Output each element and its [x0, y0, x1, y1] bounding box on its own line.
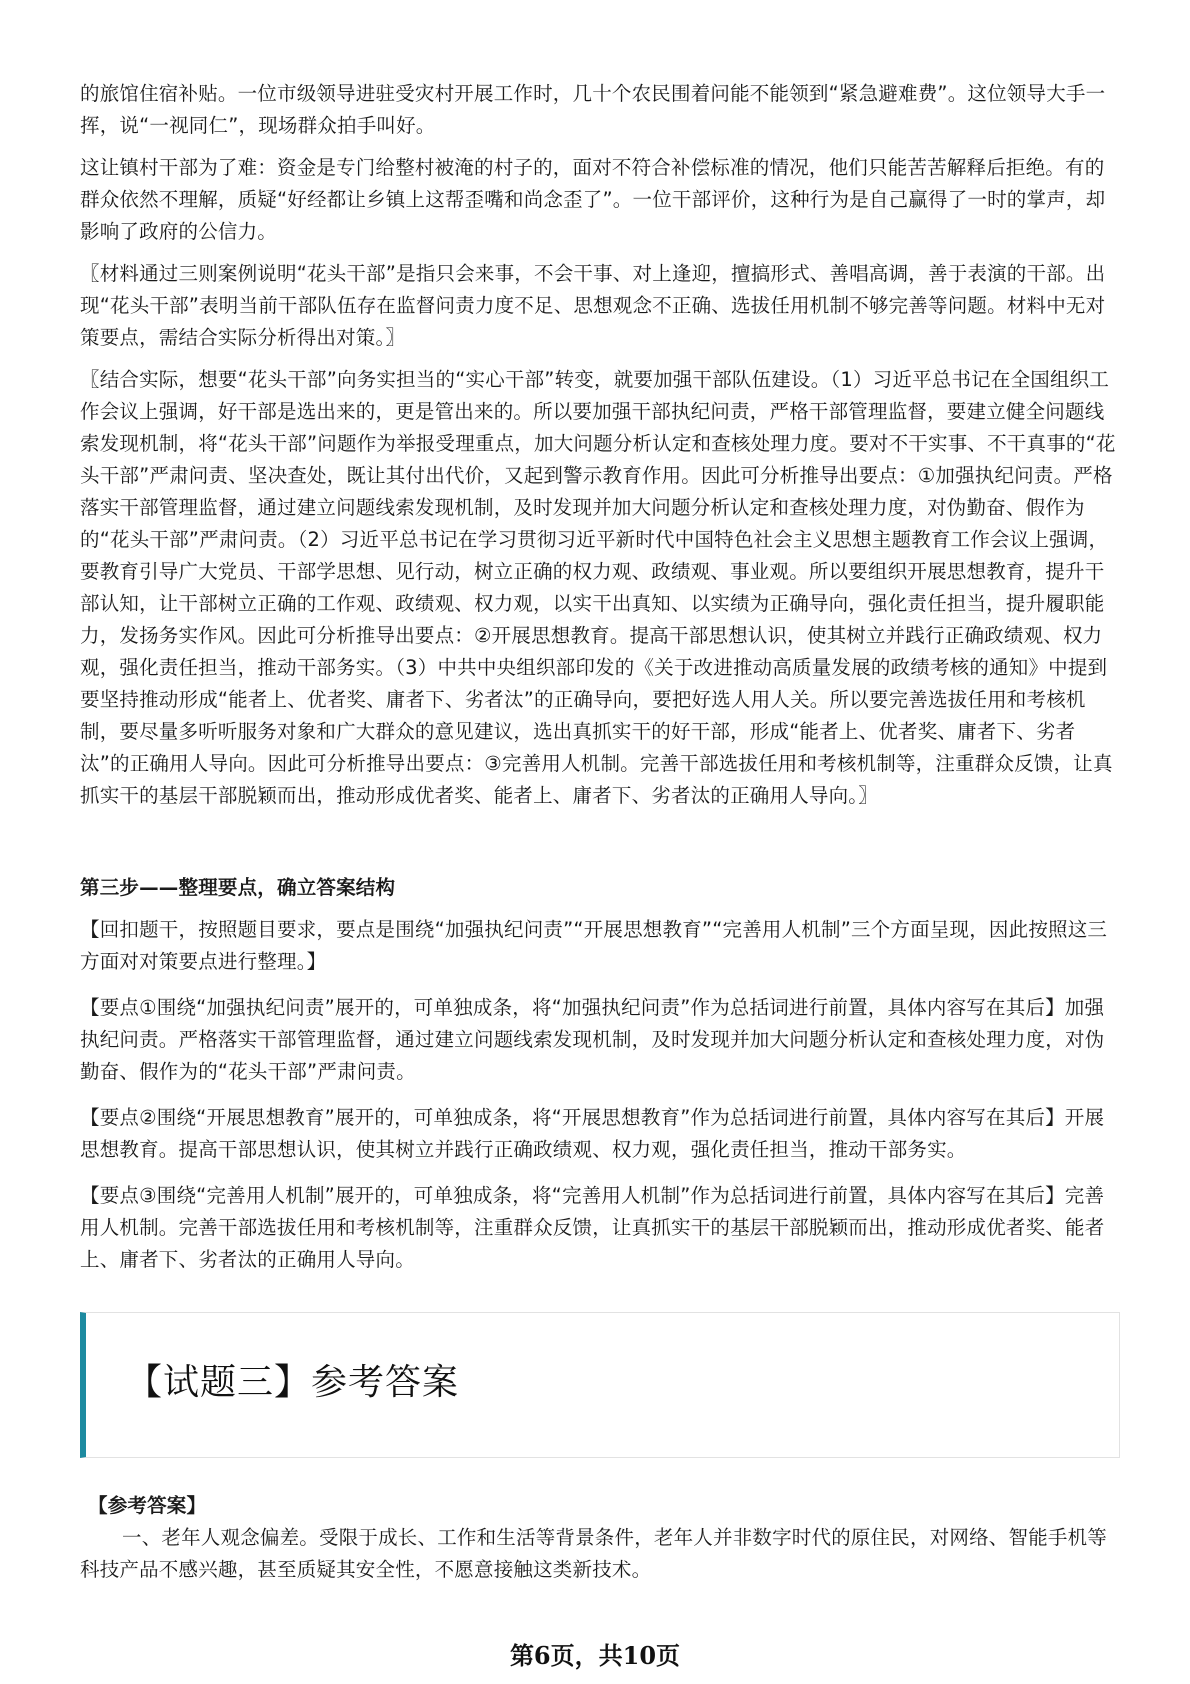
- analysis-paragraph: 〖结合实际，想要“花头干部”向务实担当的“实心干部”转变，就要加强干部队伍建设。（1）习近平总书记在全国组织工作会议上强调，好干部是选出来的，更是管出来的。所以要加强干部执纪问责，严格干部管理监督，要建立健全问题线索发现机制，将“花头干部”问题作为举报受理重点，加大问题分析认定和查核处理力度。要对不干实事、不干真事的“花头干部”严肃问责、坚决查处，既让其付出代价，又起到警示教育作用。因此可分析推导出要点：①加强执纪问责。严格落实干部管理监督，通过建立问题线索发现机制，及时发现并加大问题分析认定和查核处理力度，对伪勤奋、假作为的“花头干部”严肃问责。（2）习近平总书记在学习贯彻习近平新时代中国特色社会主义思想主题教育工作会议上强调，要教育引导广大党员、干部学思想、见行动，树立正确的权力观、政绩观、事业观。所以要组织开展思想教育，提升干部认知，让干部树立正确的工作观、政绩观、权力观，以实干出真知、以实绩为正确导向，强化责任担当，提升履职能力，发扬务实作风。因此可分析推导出要点：②开展思想教育。提高干部思想认识，使其树立并践行正确政绩观、权力观，强化责任担当，推动干部务实。（3）中共中央组织部印发的《关于改进推动高质量发展的政绩考核的通知》中提到要坚持推动形成“能者上、优者奖、庸者下、劣者汰”的正确导向，要把好选人用人关。所以要完善选拔任用和考核机制，要尽量多听听服务对象和广大群众的意见建议，选出真抓实干的好干部，形成“能者上、优者奖、庸者下、劣者汰”的正确用人导向。因此可分析推导出要点：③完善用人机制。完善干部选拔任用和考核机制等，注重群众反馈，让真抓实干的基层干部脱颖而出，推动形成优者奖、能者上、庸者下、劣者汰的正确用人导向。〗: [80, 368, 1116, 807]
- step-title: 第三步——整理要点，确立答案结构: [80, 876, 396, 899]
- key-point-paragraph: 【要点①围绕“加强执纪问责”展开的，可单独成条，将“加强执纪问责”作为总括词进行前置，具体内容写在其后】加强执纪问责。严格落实干部管理监督，通过建立问题线索发现机制，及时发现并加大问题分析认定和查核处理力度，对伪勤奋、假作为的“花头干部”严肃问责。: [80, 996, 1105, 1083]
- step-paragraph: 【回扣题干，按照题目要求，要点是围绕“加强执纪问责”“开展思想教育”“完善用人机制”三个方面呈现，因此按照这三方面对对策要点进行整理。】: [80, 918, 1108, 973]
- reference-answer-section: [80, 1490, 1120, 1586]
- paragraph: 这让镇村干部为了难：资金是专门给整村被淹的村子的，面对不符合补偿标准的情况，他们只能苦苦解释后拒绝。有的群众依然不理解，质疑“好经都让乡镇上这帮歪嘴和尚念歪了”。一位干部评价，这种行为是自己赢得了一时的掌声，却影响了政府的公信力。: [80, 156, 1106, 243]
- answer-heading: 【试题三】参考答案: [126, 1362, 460, 1403]
- reference-text: 一、老年人观念偏差。受限于成长、工作和生活等背景条件，老年人并非数字时代的原住民，对网络、智能手机等科技产品不感兴趣，甚至质疑其安全性，不愿意接触这类新技术。: [80, 1526, 1108, 1581]
- key-point-paragraph: 【要点②围绕“开展思想教育”展开的，可单独成条，将“开展思想教育”作为总括词进行前置，具体内容写在其后】开展思想教育。提高干部思想认识，使其树立并践行正确政绩观、权力观，强化责任担当，推动干部务实。: [80, 1106, 1105, 1161]
- key-point-paragraph: 【要点③围绕“完善用人机制”展开的，可单独成条，将“完善用人机制”作为总括词进行前置，具体内容写在其后】完善用人机制。完善干部选拔任用和考核机制等，注重群众反馈，让真抓实干的基层干部脱颖而出，推动形成优者奖、能者上、庸者下、劣者汰的正确用人导向。: [80, 1184, 1105, 1271]
- page-number: 第6页，共10页: [509, 1641, 681, 1670]
- document-body: [80, 78, 1120, 1276]
- analysis-paragraph: 〖材料通过三则案例说明“花头干部”是指只会来事，不会干事、对上逢迎，擅搞形式、善唱高调，善于表演的干部。出现“花头干部”表明当前干部队伍存在监督问责力度不足、思想观念不正确、选拔任用机制不够完善等问题。材料中无对策要点，需结合实际分析得出对策。〗: [80, 262, 1106, 349]
- paragraph: 的旅馆住宿补贴。一位市级领导进驻受灾村开展工作时，几十个农民围着问能不能领到“紧急避难费”。这位领导大手一挥，说“一视同仁”，现场群众拍手叫好。: [80, 82, 1106, 137]
- reference-label: 【参考答案】: [88, 1494, 207, 1517]
- answer-heading-box: [80, 1312, 1120, 1458]
